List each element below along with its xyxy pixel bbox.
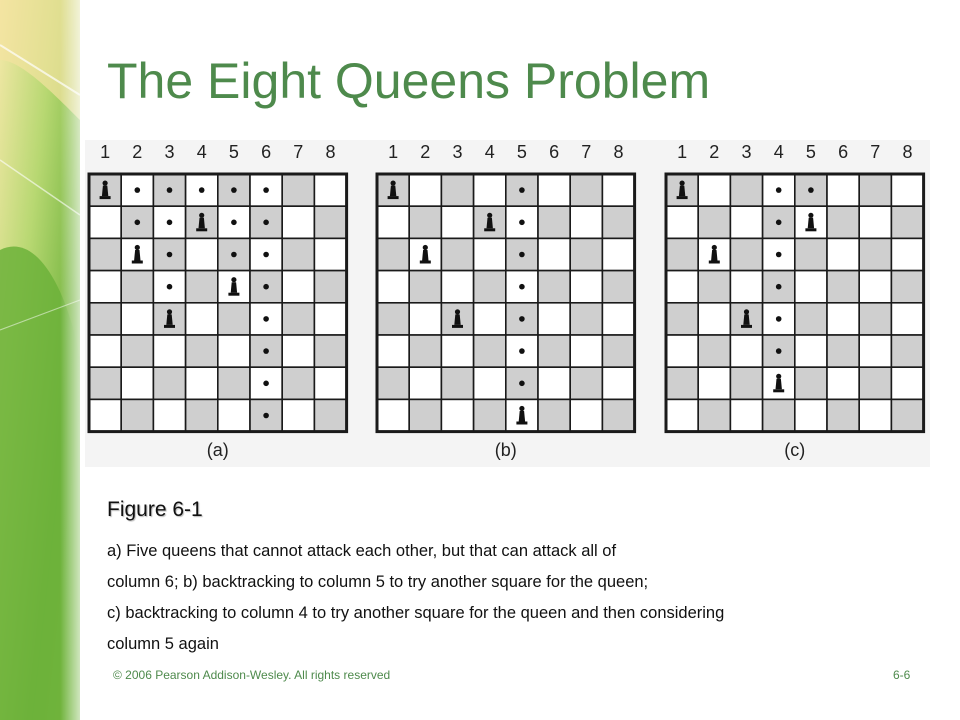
board-square [538,206,570,238]
board-square [89,238,121,270]
available-square-dot [167,284,173,290]
board-square [89,399,121,431]
board-square [377,271,409,303]
board-square [409,206,441,238]
board-square [827,335,859,367]
board-square [314,399,346,431]
available-square-dot [519,252,525,258]
board-square [730,271,762,303]
board-square [377,303,409,335]
board-square [314,367,346,399]
board-square [474,367,506,399]
available-square-dot [167,252,173,258]
board-square [891,206,923,238]
board-square [730,174,762,206]
available-square-dot [519,381,525,387]
board-square [121,271,153,303]
board-square [666,303,698,335]
available-square-dot [776,187,782,193]
board-square [441,206,473,238]
board-square [89,206,121,238]
board-square [474,335,506,367]
board-square [121,399,153,431]
column-label: 2 [132,142,143,162]
caption-line: a) Five queens that cannot attack each other, but that can attack all of [107,542,617,560]
board-square [666,238,698,270]
column-label: 8 [902,142,913,162]
board-square [218,399,250,431]
available-square-dot [199,187,205,193]
available-square-dot [231,220,237,226]
board-square [186,335,218,367]
board-label: (a) [206,440,229,460]
board-square [795,238,827,270]
board-square [795,399,827,431]
caption-line: c) backtracking to column 4 to try another square for the queen and then considering [107,604,725,622]
board-square [282,206,314,238]
board-square [666,206,698,238]
board-square [153,335,185,367]
board-square [859,271,891,303]
column-label: 6 [549,142,560,162]
available-square-dot [519,316,525,322]
board-square [377,335,409,367]
board-square [859,238,891,270]
board-square [218,335,250,367]
column-label: 3 [164,142,175,162]
board-square [121,367,153,399]
footer-page-number: 6-6 [893,668,911,682]
figure-caption [107,536,937,660]
available-square-dot [263,413,269,419]
board-square [602,206,634,238]
column-label: 8 [613,142,624,162]
board-square [698,271,730,303]
board-square [859,206,891,238]
board-square [795,367,827,399]
board-square [570,399,602,431]
board-square [698,206,730,238]
board-square [795,303,827,335]
column-label: 2 [420,142,431,162]
footer-copyright: © 2006 Pearson Addison-Wesley. All rights reserved [113,668,391,682]
column-label: 4 [196,142,207,162]
board-square [121,335,153,367]
board-square [441,399,473,431]
chess-board [89,142,347,460]
board-square [827,399,859,431]
board-square [538,335,570,367]
available-square-dot [776,316,782,322]
column-label: 5 [805,142,816,162]
board-square [441,238,473,270]
board-square [730,399,762,431]
board-square [666,271,698,303]
available-square-dot [263,252,269,258]
board-square [602,271,634,303]
board-square [602,335,634,367]
board-square [314,303,346,335]
board-square [314,238,346,270]
caption-line: column 6; b) backtracking to column 5 to try another square for the queen; [107,573,649,591]
board-square [409,174,441,206]
column-label: 3 [741,142,752,162]
board-square [891,399,923,431]
column-label: 6 [261,142,272,162]
available-square-dot [263,220,269,226]
board-square [698,367,730,399]
board-square [282,271,314,303]
board-label: (b) [494,440,517,460]
board-square [859,335,891,367]
board-square [730,367,762,399]
available-square-dot [231,187,237,193]
board-square [538,399,570,431]
board-square [377,238,409,270]
available-square-dot [776,220,782,226]
available-square-dot [519,348,525,354]
board-square [827,238,859,270]
board-square [602,174,634,206]
column-label: 4 [484,142,495,162]
board-square [666,399,698,431]
board-square [409,271,441,303]
board-square [538,303,570,335]
board-square [377,206,409,238]
available-square-dot [519,187,525,193]
board-label: (c) [784,440,806,460]
board-square [474,174,506,206]
board-square [186,399,218,431]
board-square [891,238,923,270]
available-square-dot [135,220,141,226]
board-square [859,303,891,335]
board-square [602,238,634,270]
available-square-dot [167,187,173,193]
column-label: 7 [870,142,881,162]
board-square [859,174,891,206]
board-square [602,367,634,399]
column-label: 6 [838,142,849,162]
board-square [827,174,859,206]
board-square [827,271,859,303]
board-square [314,174,346,206]
board-square [282,303,314,335]
available-square-dot [808,187,814,193]
board-square [666,335,698,367]
board-square [282,238,314,270]
board-square [89,367,121,399]
board-square [602,399,634,431]
column-label: 8 [325,142,336,162]
board-square [666,367,698,399]
board-square [891,335,923,367]
board-square [698,303,730,335]
available-square-dot [776,252,782,258]
board-square [89,271,121,303]
available-square-dot [231,252,237,258]
available-square-dot [263,187,269,193]
board-square [441,367,473,399]
board-square [474,303,506,335]
board-square [377,399,409,431]
board-square [314,335,346,367]
available-square-dot [167,220,173,226]
board-square [409,399,441,431]
board-square [282,335,314,367]
board-square [409,303,441,335]
board-square [441,174,473,206]
board-square [891,271,923,303]
available-square-dot [519,284,525,290]
board-square [441,271,473,303]
board-square [409,335,441,367]
board-square [570,271,602,303]
figure-label: Figure 6-1 [107,498,203,521]
board-square [314,206,346,238]
board-square [891,174,923,206]
board-square [282,174,314,206]
column-label: 1 [100,142,111,162]
board-square [730,206,762,238]
board-square [89,335,121,367]
board-square [763,399,795,431]
board-square [121,303,153,335]
available-square-dot [776,348,782,354]
board-square [409,367,441,399]
board-square [827,303,859,335]
board-square [859,367,891,399]
column-label: 3 [452,142,463,162]
slide-title: The Eight Queens Problem [107,53,711,109]
column-label: 1 [677,142,688,162]
available-square-dot [263,316,269,322]
board-square [795,271,827,303]
board-square [538,367,570,399]
chess-board [666,142,924,460]
available-square-dot [519,220,525,226]
column-label: 7 [581,142,592,162]
board-square [441,335,473,367]
board-square [698,399,730,431]
board-square [153,367,185,399]
column-label: 4 [773,142,784,162]
available-square-dot [135,187,141,193]
board-square [377,367,409,399]
chess-board [377,142,635,460]
board-square [218,303,250,335]
board-square [730,335,762,367]
column-label: 1 [388,142,399,162]
board-square [602,303,634,335]
board-square [891,303,923,335]
board-square [186,271,218,303]
column-label: 2 [709,142,720,162]
caption-line: column 5 again [107,635,219,653]
board-square [570,335,602,367]
column-label: 7 [293,142,304,162]
board-square [570,303,602,335]
board-square [474,399,506,431]
board-square [827,367,859,399]
board-square [474,238,506,270]
available-square-dot [263,284,269,290]
board-square [186,303,218,335]
board-square [730,238,762,270]
board-square [314,271,346,303]
available-square-dot [263,381,269,387]
board-square [827,206,859,238]
column-label: 5 [516,142,527,162]
board-square [570,174,602,206]
column-label: 5 [228,142,239,162]
available-square-dot [776,284,782,290]
available-square-dot [263,348,269,354]
board-square [891,367,923,399]
board-square [570,238,602,270]
board-square [538,238,570,270]
board-square [474,271,506,303]
board-square [186,238,218,270]
board-square [570,367,602,399]
board-square [795,335,827,367]
board-square [570,206,602,238]
board-square [859,399,891,431]
board-square [538,271,570,303]
board-square [538,174,570,206]
board-square [282,399,314,431]
board-square [186,367,218,399]
board-square [698,335,730,367]
board-square [698,174,730,206]
board-square [89,303,121,335]
board-square [218,367,250,399]
board-square [153,399,185,431]
board-square [282,367,314,399]
